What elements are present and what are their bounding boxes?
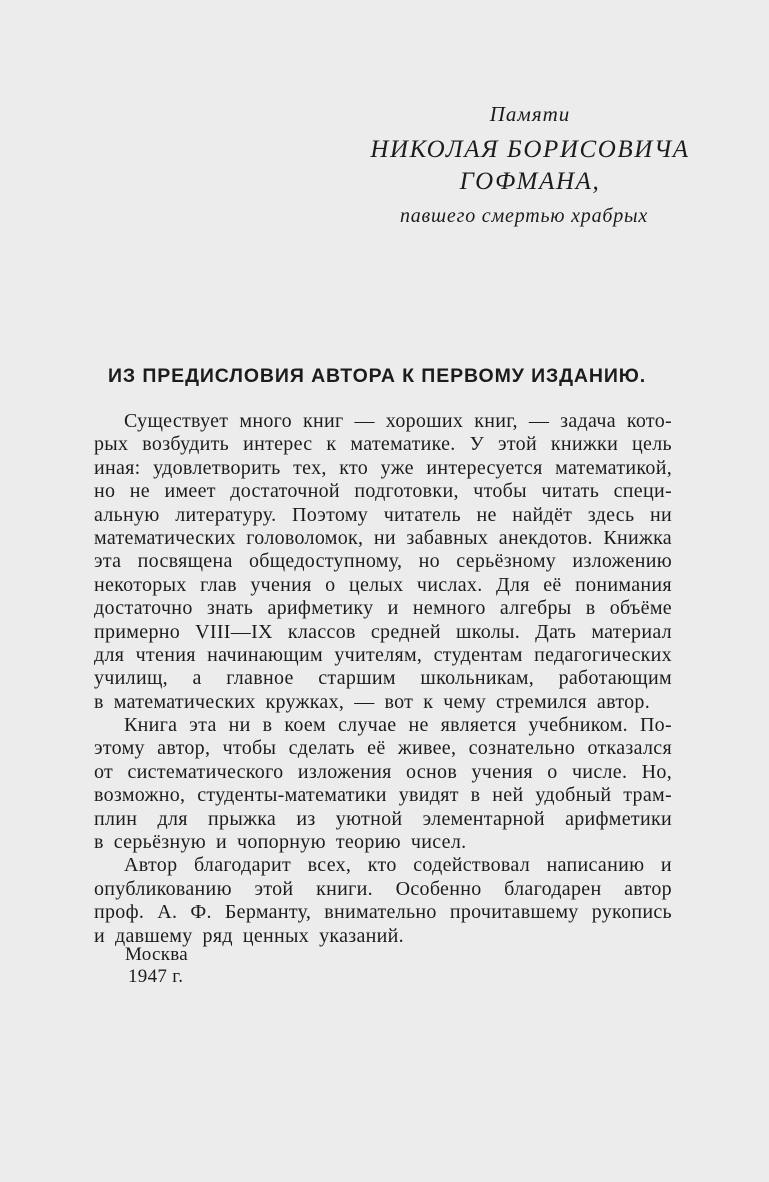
paragraph-3-line: и давшему ряд ценных указаний. — [94, 924, 404, 947]
paragraph-3-line: Автор благодарит всех, кто содействовал написанию и — [124, 854, 672, 877]
paragraph-3-line: проф. А. Ф. Берманту, внимательно прочитавшему рукопись — [94, 901, 672, 924]
dedication-name: НИКОЛАЯ БОРИСОВИЧА — [370, 136, 690, 163]
dedication-line-1: Памяти — [489, 102, 571, 126]
paragraph-3-line: опубликованию этой книги. Особенно благодарен автор — [94, 877, 672, 900]
paragraph-2-line: этому автор, чтобы сделать её живее, сознательно отказался — [94, 737, 672, 760]
paragraph-2-line: Книга эта ни в коем случае не является учебником. По- — [124, 714, 672, 737]
paragraph-1-line: для чтения начинающим учителям, студентам педагогических — [94, 643, 672, 666]
paragraph-1-line: примерно VIII—IX классов средней школы. Дать материал — [94, 620, 672, 643]
paragraph-2-line: плин для прыжка из уютной элементарной арифметики — [94, 807, 672, 830]
paragraph-1-line: некоторых глав учения о целых числах. Для её понимания — [94, 573, 672, 596]
paragraph-2-line: от систематического изложения основ учения о числе. Но, — [94, 760, 672, 783]
paragraph-1-line: в математических кружках, — вот к чему стремился автор. — [94, 690, 650, 713]
paragraph-2-line: в серьёзную и чопорную теорию чисел. — [94, 831, 467, 854]
signature-city: Москва — [125, 944, 189, 965]
paragraph-1-line: но не имеет достаточной подготовки, чтобы читать специ- — [94, 480, 672, 503]
paragraph-1-line: иная: удовлетворить тех, кто уже интересуется математикой, — [94, 456, 672, 479]
paragraph-1-line: эта посвящена общедоступному, но серьёзному изложению — [94, 550, 672, 573]
preface-heading: ИЗ ПРЕДИСЛОВИЯ АВТОРА К ПЕРВОМУ ИЗДАНИЮ. — [108, 365, 647, 387]
dedication-surname: ГОФМАНА, — [459, 168, 601, 195]
paragraph-1-line: достаточно знать арифметику и немного алгебры в объёме — [94, 597, 672, 620]
paragraph-1-line: училищ, а главное старшим школьникам, работающим — [94, 667, 672, 690]
preface-body — [94, 410, 672, 948]
paragraph-2-line: возможно, студенты-математики увидят в ней удобный трам- — [94, 784, 672, 807]
paragraph-1-line: рых возбудить интерес к математике. У этой книжки цель — [94, 433, 672, 456]
paragraph-1-line: математических головоломок, ни забавных анекдотов. Книжка — [94, 526, 672, 549]
dedication-line-4: павшего смертью храбрых — [399, 205, 649, 227]
paragraph-1-line: альную литературу. Поэтому читатель не найдёт здесь ни — [94, 503, 672, 526]
signature-year: 1947 г. — [128, 966, 184, 987]
paragraph-1-line: Существует много книг — хороших книг, — задача кото- — [124, 410, 672, 432]
